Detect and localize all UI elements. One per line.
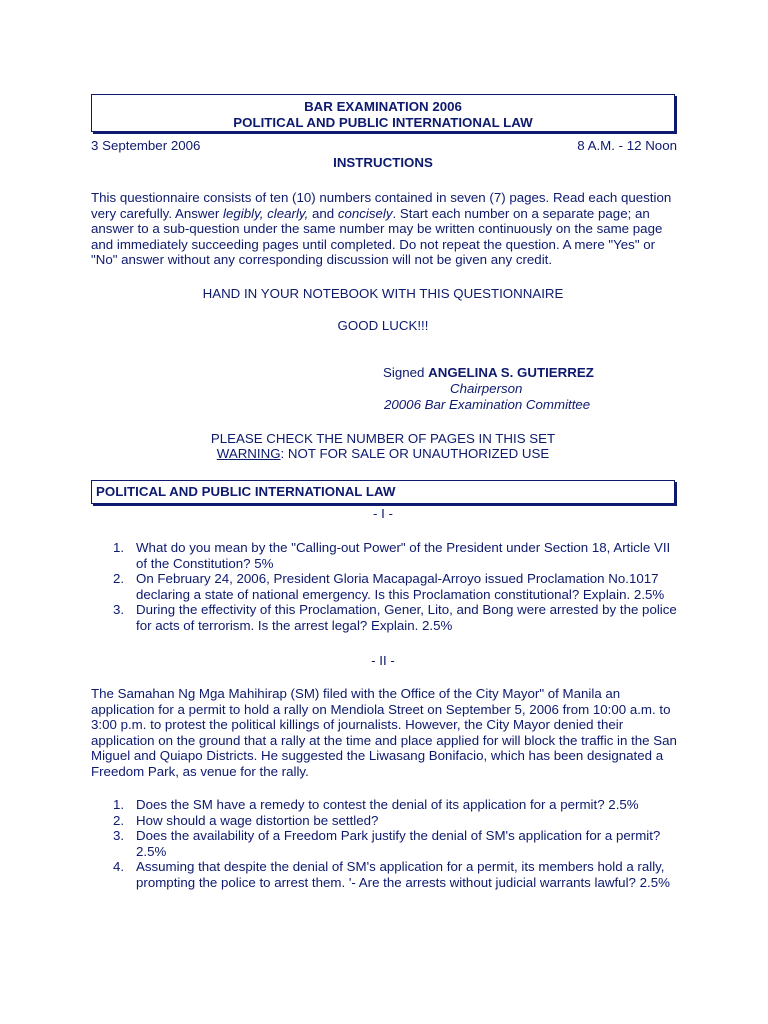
question-item [91, 797, 681, 813]
exam-title: BAR EXAMINATION 2006 [304, 99, 462, 114]
question-item [91, 602, 681, 633]
part-2-questions [91, 797, 681, 891]
section-heading-box [91, 480, 675, 504]
committee-name: 20006 Bar Examination Committee [384, 397, 591, 412]
question-text: What do you mean by the "Calling-out Power" of the President under Section 18, Article VII of the Constitution? 5% [136, 540, 671, 571]
good-luck: GOOD LUCK!!! [337, 318, 429, 333]
handin-notice: HAND IN YOUR NOTEBOOK WITH THIS QUESTIONNAIRE [202, 286, 564, 301]
instructions-emphasis-1: legibly, clearly, [223, 205, 309, 221]
question-number: 1. [113, 797, 125, 812]
warning-label: WARNING [216, 446, 281, 461]
question-text: Assuming that despite the denial of SM's application for a permit, its members hold a rally, prompting the police to arrest them. '- Are the arrests without judicial warrants lawful? 2.5% [136, 859, 670, 890]
question-item [91, 813, 681, 829]
question-number: 1. [113, 540, 125, 555]
question-text: Does the availability of a Freedom Park justify the denial of SM's application for a permit? 2.5% [136, 828, 661, 859]
instructions-paragraph [91, 190, 681, 268]
question-item [91, 571, 681, 602]
question-number: 2. [113, 571, 125, 587]
part-1-questions [91, 540, 681, 634]
exam-subject: POLITICAL AND PUBLIC INTERNATIONAL LAW [233, 114, 533, 130]
question-text: How should a wage distortion be settled? [136, 812, 379, 828]
part-2-paragraph: The Samahan Ng Mga Mahihirap (SM) filed with the Office of the City Mayor" of Manila an application for a permit to hold a rally on Mendiola Street on September 5, 2006 from 10:00 a.m. to 3:00 p.m. to protest the political killings of journalists. However, the City Mayor denied their application on the ground that a rally at the time and place applied for will block the traffic in the San Miguel and Quiapo Districts. He suggested the Liwasang Bonifacio, which has been designated a Freedom Park, as venue for the rally. [91, 686, 677, 779]
question-item [91, 828, 681, 859]
question-text: On February 24, 2006, President Gloria Macapagal-Arroyo issued Proclamation No.1017 declaring a state of national emergency. Is this Proclamation constitutional? Explain. 2.5% [136, 571, 665, 602]
signatory-name: ANGELINA S. GUTIERREZ [428, 365, 594, 380]
question-number: 3. [113, 602, 125, 618]
instructions-text-1: This questionnaire consists of ten (10) numbers contained in seven (7) pages. Read each question very carefully. Answer [91, 190, 672, 221]
instructions-emphasis-2: concisely [337, 205, 393, 221]
part-2-marker: - II - [371, 653, 395, 668]
section-title: POLITICAL AND PUBLIC INTERNATIONAL LAW [96, 484, 396, 499]
check-pages-notice: PLEASE CHECK THE NUMBER OF PAGES IN THIS SET [210, 431, 556, 446]
question-number: 2. [113, 812, 125, 828]
question-item [91, 859, 681, 890]
question-number: 4. [113, 859, 125, 875]
instructions-text-2: and [308, 205, 338, 221]
exam-date: 3 September 2006 [91, 138, 201, 153]
signed-label: Signed [383, 365, 429, 380]
exam-time: 8 A.M. - 12 Noon [577, 138, 677, 153]
exam-title-box [91, 94, 675, 132]
warning-text: : NOT FOR SALE OR UNAUTHORIZED USE [280, 446, 550, 461]
instructions-text-3: . Start each number on a separate page; an answer to a sub-question under the same number may be written continuously on the same page and immediately succeeding pages until completed. Do not repeat the question. A mere "Yes" or "No" answer without any corresponding discussion will not be given any credit. [91, 205, 663, 268]
question-text: Does the SM have a remedy to contest the denial of its application for a permit? 2.5% [136, 797, 639, 812]
part-1-marker: - I - [373, 506, 393, 521]
instructions-heading: INSTRUCTIONS [333, 155, 433, 170]
warning-notice [91, 446, 675, 461]
question-number: 3. [113, 828, 125, 844]
signatory-role: Chairperson [450, 381, 523, 396]
question-text: During the effectivity of this Proclamation, Gener, Lito, and Bong were arrested by the police for acts of terrorism. Is the arrest legal? Explain. 2.5% [136, 602, 677, 633]
signature-line [383, 365, 594, 380]
question-item [91, 540, 681, 571]
